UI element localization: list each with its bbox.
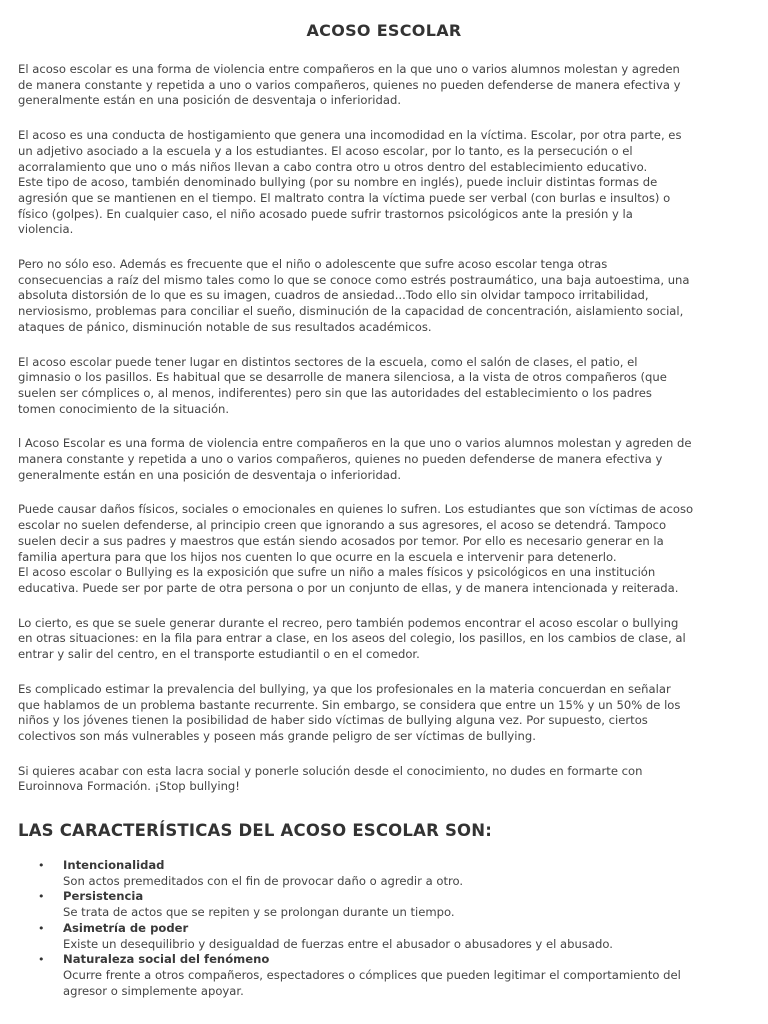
characteristic-title: Asimetría de poder	[63, 920, 189, 935]
section-heading: LAS CARACTERÍSTICAS DEL ACOSO ESCOLAR SON:	[18, 821, 493, 841]
paragraph: Es complicado estimar la prevalencia del bullying, ya que los profesionales en la materia concuerdan en señalar que hablamos de un problema bastante recurrente. Sin embargo, se considera que entre un 15% y un 50% de los niños y los jóvenes tienen la posibilidad de haber sido víctimas de bullying alguna vez. Por supuesto, ciertos colectivos son más vulnerables y poseen más grande peligro de ser víctimas de bullying.	[18, 681, 681, 743]
paragraph: El acoso es una conducta de hostigamiento que genera una incomodidad en la víctima. Escolar, por otra parte, es un adjetivo asociado a la escuela y a los estudiantes. El acoso escolar, por lo tanto, es la persecución o el acorralamiento que uno o más niños llevan a cabo contra otro u otros dentro del establecimiento educativo. Este tipo de acoso, también denominado bullying (por su nombre en inglés), puede incluir distintas formas de agresión que se mantienen en el tiempo. El maltrato contra la víctima puede ser verbal (con burlas e insultos) o físico (golpes). En cualquier caso, el niño acosado puede sufrir trastornos psicológicos ante la presión y la violencia.	[18, 128, 682, 237]
characteristic-title: Persistencia	[63, 889, 144, 904]
bullet-icon: •	[38, 953, 45, 967]
paragraph: Puede causar daños físicos, sociales o emocionales en quienes lo sufren. Los estudiantes que son víctimas de acoso escolar no suelen defenderse, al principio creen que ignorando a sus agresores, el acoso se detendrá. Tampoco suelen decir a sus padres y maestros que están siendo acosados por temor. Por ello es necesario generar en la familia apertura para que los hijos nos cuenten lo que ocurre en la escuela e intervenir para detenerlo. El acoso escolar o Bullying es la exposición que sufre un niño a males físicos y psicológicos en una institución educativa. Puede ser por parte de otra persona o por un conjunto de ellas, y de manera intencionada y reiterada.	[18, 502, 694, 595]
characteristic-description: Existe un desequilibrio y desigualdad de fuerzas entre el abusador o abusadores y el abusado.	[63, 936, 613, 951]
characteristic-description: Se trata de actos que se repiten y se prolongan durante un tiempo.	[63, 905, 455, 920]
characteristic-title: Intencionalidad	[63, 858, 165, 873]
document-title: ACOSO ESCOLAR	[306, 21, 462, 40]
characteristic-description: Ocurre frente a otros compañeros, espectadores o cómplices que pueden legitimar el comportamiento del agresor o simplemente apoyar.	[63, 967, 681, 998]
list-item	[18, 889, 750, 920]
paragraph: l Acoso Escolar es una forma de violencia entre compañeros en la que uno o varios alumnos molestan y agreden de manera constante y repetida a uno o varios compañeros, quienes no pueden defenderse de manera efectiva y generalmente están en una posición de desventaja o inferioridad.	[18, 436, 692, 482]
list-item	[18, 858, 750, 889]
paragraph: Lo cierto, es que se suele generar durante el recreo, pero también podemos encontrar el acoso escolar o bullying en otras situaciones: en la fila para entrar a clase, en los aseos del colegio, los pasillos, en los cambios de clase, al entrar y salir del centro, en el transporte estudiantil o en el comedor.	[18, 615, 686, 662]
list-item	[18, 921, 750, 952]
bullet-icon: •	[38, 890, 45, 904]
characteristic-description: Son actos premeditados con el fin de provocar daño o agredir a otro.	[63, 873, 464, 888]
paragraph: Si quieres acabar con esta lacra social y ponerle solución desde el conocimiento, no dudes en formarte con Euroinnova Formación. ¡Stop bullying!	[18, 763, 643, 794]
paragraph: El acoso escolar puede tener lugar en distintos sectores de la escuela, como el salón de clases, el patio, el gimnasio o los pasillos. Es habitual que se desarrolle de manera silenciosa, a la vista de otros compañeros (que suelen ser cómplices o, al menos, indiferentes) pero sin que las autoridades del establecimiento o los padres tomen conocimiento de la situación.	[18, 354, 667, 416]
paragraph: Pero no sólo eso. Además es frecuente que el niño o adolescente que sufre acoso escolar tenga otras consecuencias a raíz del mismo tales como lo que se conoce como estrés postraumático, una baja autoestima, una absoluta distorsión de lo que es su imagen, cuadros de ansiedad...Todo ello sin olvidar tampoco irritabilidad, nerviosismo, problemas para conciliar el sueño, disminución de la capacidad de concentración, aislamiento social, ataques de pánico, disminución notable de sus resultados académicos.	[18, 257, 690, 334]
bullet-icon: •	[38, 859, 45, 873]
characteristics-list	[18, 858, 750, 999]
characteristic-title: Naturaleza social del fenómeno	[63, 952, 270, 967]
document-page	[18, 0, 750, 999]
list-item	[18, 952, 750, 999]
paragraph: El acoso escolar es una forma de violencia entre compañeros en la que uno o varios alumnos molestan y agreden de manera constante y repetida a uno o varios compañeros, quienes no pueden defenderse de manera efectiva y generalmente están en una posición de desventaja o inferioridad.	[18, 62, 681, 108]
bullet-icon: •	[38, 921, 45, 935]
